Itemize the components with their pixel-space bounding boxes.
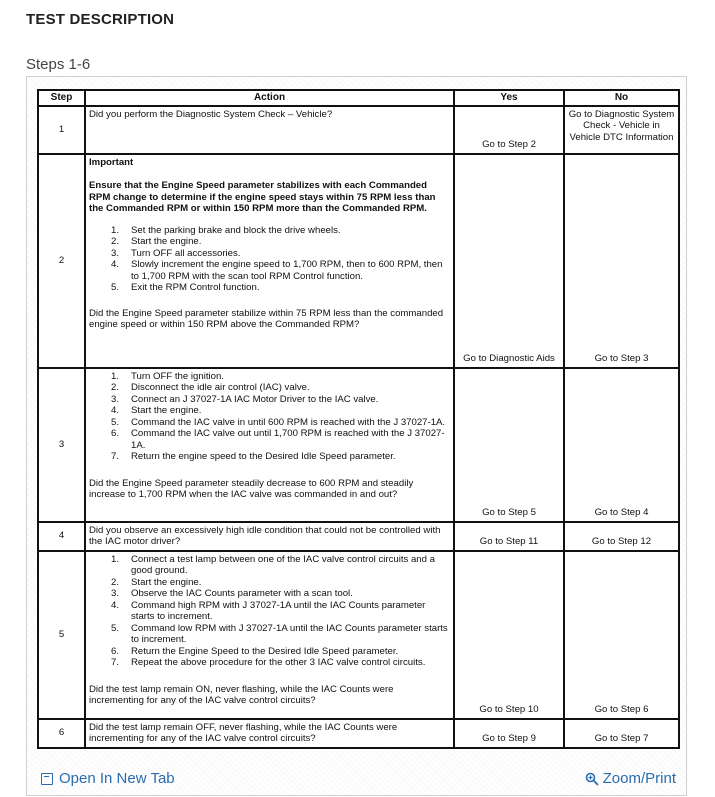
yes-result: Go to Diagnostic Aids bbox=[454, 154, 564, 368]
page-title: TEST DESCRIPTION bbox=[26, 11, 175, 28]
header-action: Action bbox=[85, 90, 454, 106]
procedure-step: 3. Connect an J 37027-1A IAC Motor Driver to the IAC valve. bbox=[111, 393, 379, 405]
table-header-row bbox=[38, 90, 679, 106]
table-row bbox=[38, 719, 679, 748]
open-in-new-tab-icon bbox=[41, 773, 53, 785]
zoom-print-link[interactable] bbox=[585, 770, 676, 787]
yes-result: Go to Step 9 bbox=[454, 719, 564, 748]
question-text: Did the Engine Speed parameter stabilize within 75 RPM less than the commanded engine speed or within 150 RPM above the Commanded RPM? bbox=[89, 307, 444, 330]
question-text: Did the test lamp remain OFF, never flashing, while the IAC Counts were incrementing for any of the IAC valve control circuits? bbox=[89, 721, 398, 744]
procedure-step: 7. Repeat the above procedure for the other 3 IAC valve control circuits. bbox=[111, 657, 426, 668]
procedure-list bbox=[111, 225, 450, 294]
question-text: Did the test lamp remain ON, never flashing, while the IAC Counts were incrementing for any of the IAC valve control circuits? bbox=[89, 683, 394, 706]
procedure-list bbox=[111, 554, 450, 669]
step-number: 3 bbox=[38, 368, 85, 522]
step-number: 6 bbox=[38, 719, 85, 748]
no-result: Go to Step 3 bbox=[564, 154, 679, 368]
procedure-step: 7. Return the engine speed to the Desired Idle Speed parameter. bbox=[111, 451, 396, 462]
procedure-step: 1. Connect a test lamp between one of the IAC valve control circuits and a good ground. bbox=[111, 553, 435, 576]
procedure-step: 5. Exit the RPM Control function. bbox=[111, 282, 260, 293]
step-number: 2 bbox=[38, 154, 85, 368]
procedure-step: 2. Disconnect the idle air control (IAC) valve. bbox=[111, 382, 310, 393]
important-note: Ensure that the Engine Speed parameter stabilizes with each Commanded RPM change to determine if the engine speed stays within 75 RPM less than the Commanded RPM or within 150 RPM more than the Commanded RPM. bbox=[89, 180, 436, 214]
question-text: Did you observe an excessively high idle condition that could not be controlled with the IAC motor driver? bbox=[89, 524, 441, 547]
question-text: Did you perform the Diagnostic System Check – Vehicle? bbox=[89, 108, 333, 120]
no-result: Go to Step 6 bbox=[564, 551, 679, 719]
procedure-step: 6. Return the Engine Speed to the Desired Idle Speed parameter. bbox=[111, 645, 399, 657]
procedure-step: 3. Turn OFF all accessories. bbox=[111, 247, 241, 259]
procedure-step: 4. Start the engine. bbox=[111, 405, 202, 416]
yes-result: Go to Step 10 bbox=[454, 551, 564, 719]
procedure-list bbox=[111, 371, 450, 463]
header-yes: Yes bbox=[454, 90, 564, 106]
action-cell bbox=[85, 551, 454, 719]
diagnostic-table bbox=[37, 89, 680, 749]
steps-caption: Steps 1-6 bbox=[26, 56, 91, 73]
step-number: 4 bbox=[38, 522, 85, 551]
question-text: Did the Engine Speed parameter steadily decrease to 600 RPM and steadily increase to 1,700 RPM when the IAC valve was commanded in and out? bbox=[89, 477, 414, 500]
action-cell bbox=[85, 106, 454, 154]
table-row bbox=[38, 522, 679, 551]
procedure-step: 5. Command the IAC valve in until 600 RPM is reached with the J 37027-1A. bbox=[111, 416, 446, 428]
step-number: 5 bbox=[38, 551, 85, 719]
header-step: Step bbox=[38, 90, 85, 106]
header-no: No bbox=[564, 90, 679, 106]
yes-result: Go to Step 11 bbox=[454, 522, 564, 551]
action-cell bbox=[85, 719, 454, 748]
action-cell bbox=[85, 522, 454, 551]
action-cell bbox=[85, 368, 454, 522]
zoom-icon bbox=[585, 772, 599, 786]
figure-frame bbox=[26, 76, 687, 796]
zoom-print-label: Zoom/Print bbox=[602, 770, 676, 787]
procedure-step: 4. Command high RPM with J 37027-1A until the IAC Counts parameter starts to increment. bbox=[111, 599, 426, 622]
procedure-step: 5. Command low RPM with J 37027-1A until the IAC Counts parameter starts to increment. bbox=[111, 622, 448, 645]
table-row bbox=[38, 154, 679, 368]
important-title: Important bbox=[89, 156, 134, 168]
procedure-step: 3. Observe the IAC Counts parameter with a scan tool. bbox=[111, 588, 353, 599]
open-in-new-tab-label: Open In New Tab bbox=[59, 770, 175, 787]
procedure-step: 1. Set the parking brake and block the drive wheels. bbox=[111, 224, 341, 236]
step-number: 1 bbox=[38, 106, 85, 154]
table-row bbox=[38, 368, 679, 522]
yes-result: Go to Step 5 bbox=[454, 368, 564, 522]
procedure-step: 2. Start the engine. bbox=[111, 576, 202, 588]
procedure-step: 4. Slowly increment the engine speed to 1,700 RPM, then to 600 RPM, then to 1,700 RPM with the scan tool RPM Control function. bbox=[111, 259, 443, 282]
table-row bbox=[38, 551, 679, 719]
no-result: Go to Step 7 bbox=[564, 719, 679, 748]
open-in-new-tab-link[interactable] bbox=[41, 770, 175, 787]
no-result: Go to Diagnostic System Check - Vehicle in Vehicle DTC Information bbox=[564, 106, 679, 154]
action-cell bbox=[85, 154, 454, 368]
yes-result: Go to Step 2 bbox=[454, 106, 564, 154]
procedure-step: 6. Command the IAC valve out until 1,700 RPM is reached with the J 37027-1A. bbox=[111, 428, 445, 451]
no-result: Go to Step 4 bbox=[564, 368, 679, 522]
no-result: Go to Step 12 bbox=[564, 522, 679, 551]
table-row bbox=[38, 106, 679, 154]
procedure-step: 2. Start the engine. bbox=[111, 236, 202, 247]
procedure-step: 1. Turn OFF the ignition. bbox=[111, 370, 224, 382]
